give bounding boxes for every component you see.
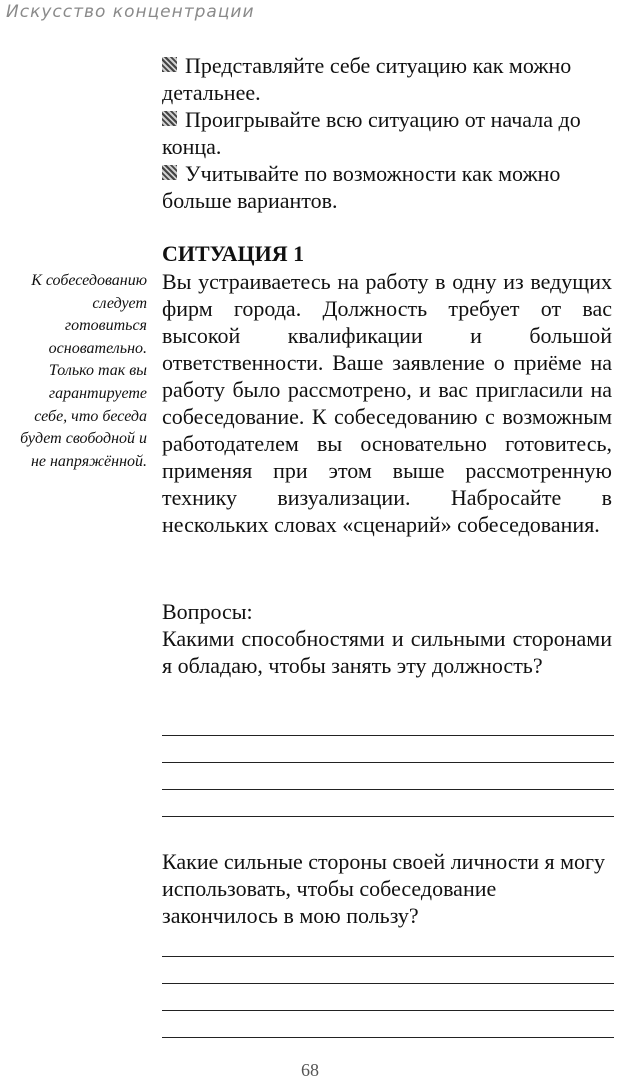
questions-label: Вопросы: — [162, 599, 253, 624]
question-1: Какими способностями и сильными сторонами я обладаю, чтобы занять эту должность? — [162, 626, 612, 678]
tips-list — [162, 52, 612, 214]
question-2: Какие сильные стороны своей личности я могу использовать, чтобы собеседование закончилось в мою пользу? — [162, 849, 606, 928]
tip-item — [162, 52, 612, 106]
margin-note-line: Только так вы — [48, 362, 147, 380]
square-bullet-icon — [162, 111, 177, 126]
page-number: 68 — [301, 1060, 319, 1080]
situation-text: Вы устраиваетесь на работу в одну из ведущих фирм города. Должность требует от вас высокой квалификации и большой ответственности. Ваше заявление о приёме на работу было рассмотрено, и вас пригласили на собеседование. К собеседованию с возможным работодателем вы основательно готовитесь, применяя при этом выше рассмотренную технику визуализации. Набросайте в нескольких словах «сценарий» собеседования. — [162, 269, 612, 537]
tip-text: Проигрывайте всю ситуацию от начала до конца. — [162, 107, 581, 159]
square-bullet-icon — [162, 165, 177, 180]
margin-note — [2, 270, 147, 473]
answer-line[interactable] — [162, 762, 614, 763]
tip-text: Учитывайте по возможности как можно больше вариантов. — [162, 161, 561, 213]
margin-note-line: основательно. — [48, 339, 147, 357]
margin-note-line: готовиться — [64, 317, 147, 335]
margin-note-line: не напряжённой. — [30, 452, 147, 470]
margin-note-line: будет свободной и — [20, 430, 147, 448]
answer-line[interactable] — [162, 789, 614, 790]
margin-note-line: следует — [92, 294, 147, 312]
square-bullet-icon — [162, 57, 177, 72]
answer-lines-2[interactable] — [162, 956, 614, 1064]
margin-note-line: гарантируете — [48, 384, 147, 402]
tip-text: Представляйте себе ситуацию как можно детальнее. — [162, 53, 572, 105]
tip-item — [162, 106, 612, 160]
situation-heading: СИТУАЦИЯ 1 — [162, 241, 305, 266]
answer-line[interactable] — [162, 816, 614, 817]
tip-item — [162, 160, 612, 214]
answer-line[interactable] — [162, 1010, 614, 1011]
answer-line[interactable] — [162, 1037, 614, 1038]
margin-note-line: К собеседованию — [31, 272, 147, 289]
answer-lines-1[interactable] — [162, 735, 614, 843]
answer-line[interactable] — [162, 735, 614, 736]
running-head: Искусство концентрации — [6, 2, 255, 22]
margin-note-line: себе, что беседа — [34, 407, 147, 425]
answer-line[interactable] — [162, 956, 614, 957]
answer-line[interactable] — [162, 983, 614, 984]
